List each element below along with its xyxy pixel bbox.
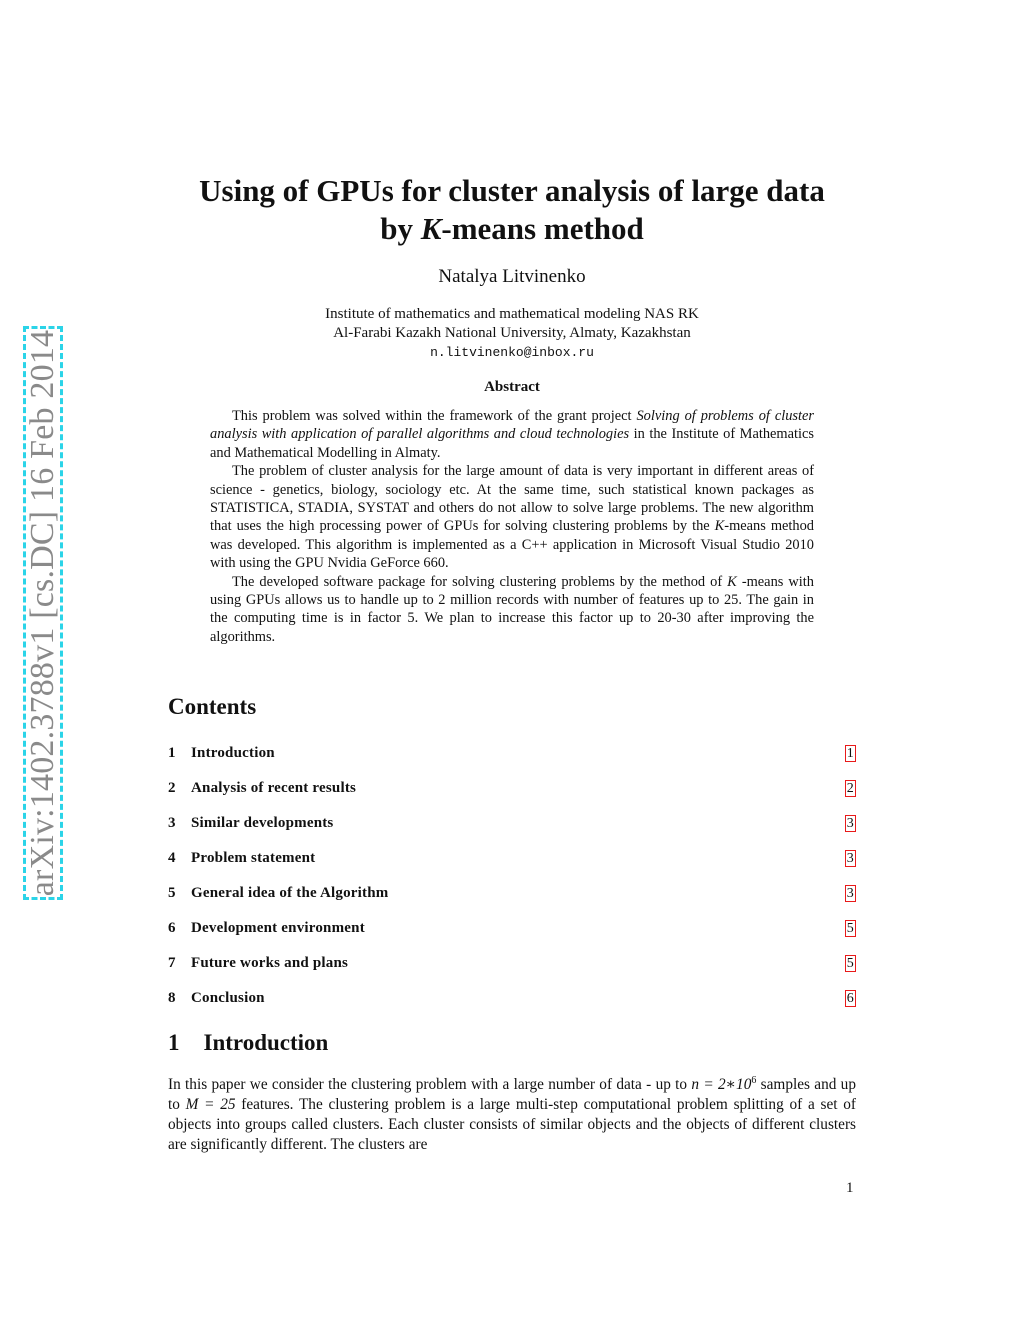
- toc-entry-number: 6: [168, 920, 176, 936]
- abstract-p1-text-a: This problem was solved within the framework of the grant project: [232, 408, 637, 424]
- contents-heading: Contents: [168, 694, 257, 719]
- intro-text-a: In this paper we consider the clustering problem with a large number of data - up to: [168, 1076, 692, 1093]
- toc-entry-number: 8: [168, 990, 176, 1006]
- abstract-p3-text-b: -means with using GPUs allows us to handle up to 2 million records with number of features up to 25. The gain in the computing time is in factor 5. We plan to increase this factor up to 20-30 after improving the algorithms.: [210, 573, 814, 645]
- paper-title: [150, 172, 874, 248]
- intro-math-m: M = 25: [185, 1096, 236, 1113]
- table-of-contents: [168, 736, 858, 1016]
- toc-entry-number: 5: [168, 885, 176, 901]
- abstract-paragraph-1: [210, 407, 814, 462]
- toc-entry-number: 2: [168, 780, 176, 796]
- toc-entry-label: [168, 815, 333, 832]
- toc-entry[interactable]: [168, 876, 858, 911]
- title-line-1: Using of GPUs for cluster analysis of large data: [199, 173, 825, 208]
- title-k-variable: K: [420, 211, 442, 246]
- toc-entry[interactable]: [168, 806, 858, 841]
- abstract-p2-k-variable: K: [714, 518, 725, 535]
- toc-entry-number: 7: [168, 955, 176, 971]
- toc-entry[interactable]: [168, 736, 858, 771]
- abstract-p3-k-variable: K: [727, 573, 737, 590]
- author-name: Natalya Litvinenko: [438, 266, 586, 287]
- intro-math-n: n = 2∗10: [691, 1076, 752, 1093]
- toc-entry[interactable]: [168, 911, 858, 946]
- toc-page-link[interactable]: 5: [846, 956, 854, 971]
- section-1-number: 1: [168, 1030, 180, 1055]
- toc-entry-title[interactable]: Development environment: [191, 920, 365, 936]
- toc-entry-label: [168, 990, 265, 1007]
- toc-entry-label: [168, 885, 388, 902]
- toc-entry-title[interactable]: Similar developments: [191, 815, 334, 831]
- arxiv-identifier-text: arXiv:1402.3788v1 [cs.DC] 16 Feb 2014: [24, 329, 61, 897]
- affiliation-line-1: Institute of mathematics and mathematical modeling NAS RK: [325, 306, 699, 322]
- toc-entry-label: [168, 955, 348, 972]
- abstract-heading: Abstract: [484, 379, 540, 395]
- toc-entry[interactable]: [168, 841, 858, 876]
- abstract-p1-text-b: in the Institute of Mathematics and Mathematical Modelling in Almaty.: [210, 426, 814, 461]
- affiliation-line-2: Al-Farabi Kazakh National University, Almaty, Kazakhstan: [333, 325, 691, 341]
- abstract-p3-text-a: The developed software package for solving clustering problems by the method of: [232, 573, 728, 590]
- toc-entry-title[interactable]: Analysis of recent results: [191, 780, 357, 796]
- intro-text-c: features. The clustering problem is a large multi-step computational problem splitting of a set of objects into groups called clusters. Each cluster consists of similar objects and the objects of different clusters are significantly different. The clusters are: [168, 1096, 856, 1153]
- toc-page-link[interactable]: 5: [846, 921, 854, 936]
- toc-entry-title[interactable]: Problem statement: [191, 850, 316, 866]
- title-line-2-post: -means method: [441, 211, 644, 246]
- author-email[interactable]: n.litvinenko@inbox.ru: [430, 345, 594, 360]
- toc-entry-number: 4: [168, 850, 176, 866]
- toc-page-link[interactable]: 1: [846, 746, 854, 761]
- arxiv-identifier-stamp: [23, 326, 63, 900]
- abstract-p2-text-b: -means method was developed. This algorithm is implemented as a C++ application in Microsoft Visual Studio 2010 with using the GPU Nvidia GeForce 660.: [210, 518, 814, 572]
- toc-page-link[interactable]: 3: [846, 851, 854, 866]
- intro-text-b: samples and up to: [168, 1076, 856, 1113]
- toc-entry-label: [168, 850, 315, 867]
- toc-entry-number: 1: [168, 745, 176, 761]
- abstract-body: [210, 407, 814, 646]
- section-1-heading: [168, 1030, 328, 1056]
- toc-entry-number: 3: [168, 815, 176, 831]
- toc-entry-label: [168, 745, 275, 762]
- affiliation-block: [150, 305, 874, 362]
- introduction-paragraph: [168, 1075, 856, 1155]
- toc-page-link[interactable]: 3: [846, 816, 854, 831]
- abstract-paragraph-2: [210, 462, 814, 572]
- toc-entry-title[interactable]: Introduction: [191, 745, 275, 761]
- toc-entry[interactable]: [168, 946, 858, 981]
- abstract-p2-text-a: The problem of cluster analysis for the large amount of data is very important in different areas of science - genetics, biology, sociology etc. At the same time, such statistical known packages as STATISTICA, STADIA, SYSTAT and others do not allow to solve large problems. The new algorithm that uses the high processing power of GPUs for solving clustering problems by the: [210, 463, 814, 535]
- toc-page-link[interactable]: 3: [846, 886, 854, 901]
- toc-page-link[interactable]: 6: [846, 991, 854, 1006]
- title-line-2-pre: by: [380, 211, 421, 246]
- toc-entry-title[interactable]: Future works and plans: [191, 955, 349, 971]
- intro-math-exponent: 6: [751, 1074, 757, 1086]
- toc-entry-label: [168, 920, 365, 937]
- grant-project-title: Solving of problems of cluster analysis with application of parallel algorithms and cloud technologies: [210, 408, 814, 443]
- toc-page-link[interactable]: 2: [846, 781, 854, 796]
- toc-entry[interactable]: [168, 981, 858, 1016]
- toc-entry-title[interactable]: Conclusion: [191, 990, 265, 1006]
- toc-entry-label: [168, 780, 356, 797]
- page-number: 1: [846, 1180, 854, 1196]
- abstract-paragraph-3: [210, 573, 814, 647]
- toc-entry[interactable]: [168, 771, 858, 806]
- section-1-title: Introduction: [203, 1030, 329, 1055]
- toc-entry-title[interactable]: General idea of the Algorithm: [191, 885, 389, 901]
